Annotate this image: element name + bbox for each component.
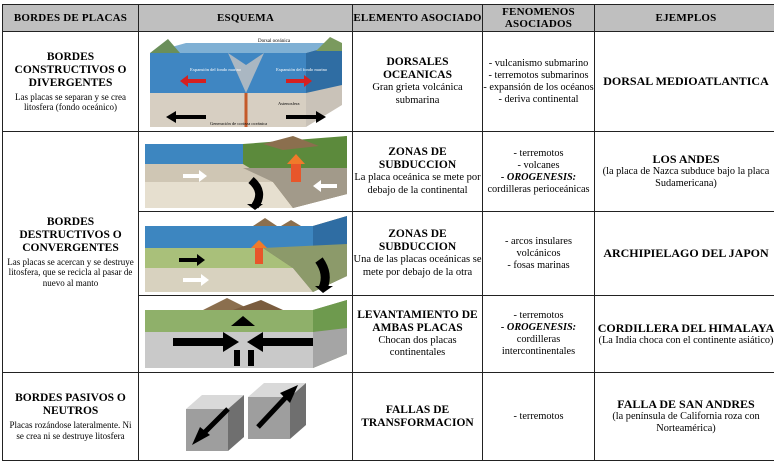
passive-scheme — [139, 373, 353, 461]
phenomenon-item: - OROGENESIS: — [500, 322, 577, 333]
phenomenon-item: - expansión de los océanos — [483, 81, 594, 93]
constructive-cell — [3, 32, 139, 132]
subduction-oc-title: ZONAS DE SUBDUCCION — [378, 146, 457, 171]
transform-fault-diagram — [166, 379, 326, 455]
scheme-label-asthenosphere: Astenosfera — [277, 100, 299, 106]
himalaya-title: CORDILLERA DEL HIMALAYA — [597, 320, 774, 335]
phenomenon-item: - deriva continental — [498, 93, 579, 105]
header-ejemplos: EJEMPLOS — [595, 5, 774, 32]
destructive-scheme-1 — [139, 132, 353, 212]
san-andres-title: FALLA DE SAN ANDRES — [617, 397, 755, 411]
phenomenon-item: - terremotos submarinos — [488, 69, 589, 81]
phenomenon-item: - terremotos — [513, 147, 564, 159]
subduction-oo-title: ZONAS DE SUBDUCCION — [378, 228, 457, 253]
subduction-oo-element — [353, 212, 483, 296]
scheme-label-expansion-right: Expansión del fondo marino — [275, 66, 327, 72]
collision-phenomena — [483, 296, 595, 373]
transform-element — [353, 373, 483, 461]
destructive-cell — [3, 132, 139, 373]
himalaya-desc: (La India choca con el continente asiático) — [598, 334, 774, 346]
constructive-element-title: DORSALES OCEANICAS — [382, 56, 452, 81]
collision-desc: Chocan dos placas continentales — [378, 334, 457, 358]
passive-cell — [3, 373, 139, 461]
divergent-ridge-diagram — [146, 35, 346, 129]
transform-title: FALLAS DE TRANSFORMACION — [361, 403, 474, 429]
row-destructive-1 — [3, 132, 774, 212]
andes-title: LOS ANDES — [652, 152, 720, 166]
constructive-scheme — [139, 32, 353, 132]
phenomenon-item: - vulcanismo submarino — [488, 57, 589, 69]
subduction-oc-desc: La placa oceánica se mete por debajo de la continental — [354, 172, 481, 196]
header-esquema: ESQUEMA — [139, 5, 353, 32]
destructive-desc: Las placas se acercan y se destruye litosfera, que se recicla al pasar de nuevo al manto — [7, 256, 134, 288]
collision-element — [353, 296, 483, 373]
header-fenomenos: FENOMENOS ASOCIADOS — [483, 5, 595, 32]
phenomenon-item: - terremotos — [513, 410, 564, 422]
subduction-oo-desc: Una de las placas oceánicas se mete por debajo de la otra — [353, 254, 482, 278]
constructive-example-title: DORSAL MEDIOATLANTICA — [603, 74, 769, 88]
scheme-label-expansion-left: Expansión del fondo marino — [189, 66, 241, 72]
constructive-element-desc: Gran grieta volcánica submarina — [372, 82, 463, 106]
constructive-phenomena — [483, 32, 595, 132]
phenomenon-item: - OROGENESIS: — [500, 171, 577, 183]
phenomenon-item: cordilleras intercontinentales — [501, 334, 576, 357]
ocean-ocean-subduction-diagram — [143, 214, 349, 294]
himalaya-example — [595, 296, 774, 373]
header-bordes: BORDES DE PLACAS — [3, 5, 139, 32]
phenomenon-item: - volcanes — [517, 159, 560, 171]
constructive-desc: Las placas se separan y se crea litosfera (fondo oceánico) — [15, 91, 126, 112]
phenomenon-item: - terremotos — [513, 310, 564, 321]
japan-title: ARCHIPIELAGO DEL JAPON — [603, 246, 769, 260]
row-passive — [3, 373, 774, 461]
destructive-title: BORDES DESTRUCTIVOS O CONVERGENTES — [19, 215, 122, 254]
ocean-continent-subduction-diagram — [143, 134, 349, 210]
passive-desc: Placas rozándose lateralmente. Ni se crea ni se destruye litosfera — [9, 420, 132, 441]
header-elemento: ELEMENTO ASOCIADO — [353, 5, 483, 32]
row-constructive — [3, 32, 774, 132]
scheme-label-crust: Generación de corteza oceánica — [209, 120, 267, 126]
header-row — [3, 5, 774, 32]
subduction-oc-phenomena — [483, 132, 595, 212]
destructive-scheme-2 — [139, 212, 353, 296]
collision-title: LEVANTAMIENTO DE AMBAS PLACAS — [357, 308, 478, 334]
andes-desc: (la placa de Nazca subduce bajo la placa Sudamericana) — [602, 166, 770, 189]
plate-boundaries-table — [2, 4, 774, 461]
andes-example — [595, 132, 774, 212]
phenomenon-item: - arcos insulares volcánicos — [505, 235, 572, 259]
constructive-example — [595, 32, 774, 132]
scheme-label-ridge: Dorsal oceánica — [257, 38, 290, 44]
phenomenon-item: - fosas marinas — [507, 259, 570, 271]
san-andres-example — [595, 373, 774, 461]
japan-example — [595, 212, 774, 296]
phenomenon-item: cordilleras perioceánicas — [487, 183, 590, 195]
subduction-oc-element — [353, 132, 483, 212]
continental-collision-diagram — [143, 298, 349, 370]
constructive-element — [353, 32, 483, 132]
subduction-oo-phenomena — [483, 212, 595, 296]
san-andres-desc: (la península de California roza con Norteamérica) — [612, 411, 760, 434]
transform-phenomena — [483, 373, 595, 461]
destructive-scheme-3 — [139, 296, 353, 373]
constructive-title: BORDES CONSTRUCTIVOS O DIVERGENTES — [14, 50, 127, 89]
passive-title: BORDES PASIVOS O NEUTROS — [15, 392, 126, 417]
